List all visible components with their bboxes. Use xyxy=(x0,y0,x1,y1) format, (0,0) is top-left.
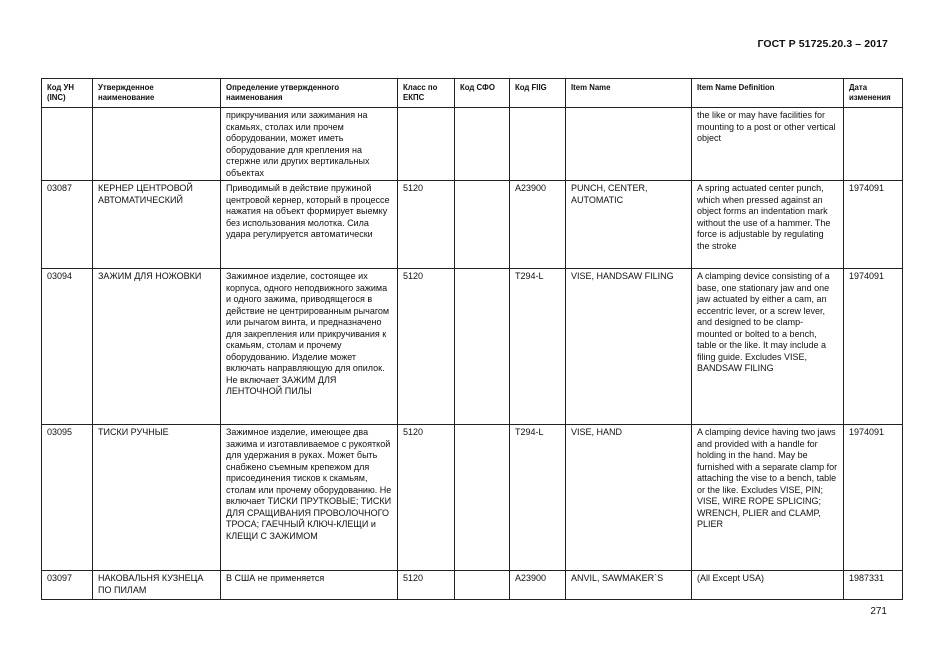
cell-fiig: T294-L xyxy=(510,269,566,425)
cell-sfo xyxy=(455,108,510,181)
cell-fiig: A23900 xyxy=(510,181,566,269)
col-header-date: Дата изменения xyxy=(844,79,903,108)
cell-definition: В США не применяется xyxy=(221,571,398,600)
cell-date: 1974091 xyxy=(844,269,903,425)
table-header-row xyxy=(42,79,903,108)
cell-name: КЕРНЕР ЦЕНТРОВОЙ АВТОМАТИЧЕСКИЙ xyxy=(93,181,221,269)
cell-sfo xyxy=(455,181,510,269)
cell-class: 5120 xyxy=(398,181,455,269)
cell-item-name: VISE, HAND xyxy=(566,425,692,571)
cell-inc: 03087 xyxy=(42,181,93,269)
cell-date: 1987331 xyxy=(844,571,903,600)
table-row xyxy=(42,108,903,181)
col-header-item-definition: Item Name Definition xyxy=(692,79,844,108)
cell-fiig: A23900 xyxy=(510,571,566,600)
table-row xyxy=(42,571,903,600)
col-header-definition: Определение утвержденного наименования xyxy=(221,79,398,108)
cell-definition: Зажимное изделие, состоящее их корпуса, одного неподвижного зажима и одного зажима, приводящегося в действие не центрированным рычагом или рычагом винта, и предназначено для закрепления или прикручивания к скамьям, столам и прочему оборудованию. Изделие может включать направляющую для опилок. Не включает ЗАЖИМ ДЛЯ ЛЕНТОЧНОЙ ПИЛЫ xyxy=(221,269,398,425)
cell-class xyxy=(398,108,455,181)
cell-item-name: PUNCH, CENTER, AUTOMATIC xyxy=(566,181,692,269)
cell-name: ТИСКИ РУЧНЫЕ xyxy=(93,425,221,571)
cell-definition: Приводимый в действие пружиной центровой кернер, который в процессе нажатия на объект формирует выемку без использования молотка. Сила удара регулируется автоматически xyxy=(221,181,398,269)
cell-item-definition: A clamping device having two jaws and provided with a handle for holding in the hand. May be furnished with a separate clamp for attaching the vise to a bench, table or the like. Excludes VISE, PIN; VISE, WIRE ROPE SPLICING; WRENCH, PLIER and CLAMP, PLIER xyxy=(692,425,844,571)
cell-inc xyxy=(42,108,93,181)
col-header-class: Класс по ЕКПС xyxy=(398,79,455,108)
cell-definition: прикручивания или зажимания на скамьях, столах или прочем оборудовании, может иметь оборудование для крепления на стержне или других вертикальных объектах xyxy=(221,108,398,181)
cell-class: 5120 xyxy=(398,269,455,425)
cell-name xyxy=(93,108,221,181)
cell-date: 1974091 xyxy=(844,425,903,571)
cell-inc: 03094 xyxy=(42,269,93,425)
cell-item-definition: A spring actuated center punch, which when pressed against an object forms an indentation mark without the use of a hammer. The force is adjustable by regulating the stroke xyxy=(692,181,844,269)
cell-item-name: VISE, HANDSAW FILING xyxy=(566,269,692,425)
cell-date xyxy=(844,108,903,181)
cell-class: 5120 xyxy=(398,571,455,600)
cell-sfo xyxy=(455,571,510,600)
items-table xyxy=(41,78,903,600)
col-header-fiig: Код FIIG xyxy=(510,79,566,108)
page-number: 271 xyxy=(870,606,887,617)
cell-sfo xyxy=(455,269,510,425)
col-header-name: Утвержденное наименование xyxy=(93,79,221,108)
cell-inc: 03095 xyxy=(42,425,93,571)
cell-item-definition: (All Except USA) xyxy=(692,571,844,600)
cell-date: 1974091 xyxy=(844,181,903,269)
col-header-inc: Код УН (INC) xyxy=(42,79,93,108)
table-row xyxy=(42,425,903,571)
cell-item-definition: the like or may have facilities for mounting to a post or other vertical object xyxy=(692,108,844,181)
table-row xyxy=(42,269,903,425)
cell-name: НАКОВАЛЬНЯ КУЗНЕЦА ПО ПИЛАМ xyxy=(93,571,221,600)
document-header: ГОСТ Р 51725.20.3 – 2017 xyxy=(757,38,888,50)
cell-item-name xyxy=(566,108,692,181)
cell-item-definition: A clamping device consisting of a base, one stationary jaw and one jaw actuated by either a cam, an eccentric lever, or a screw lever, and designed to be clamp-mounted or bolted to a bench, table or the like. It may include a filing guide. Excludes VISE, BANDSAW FILING xyxy=(692,269,844,425)
cell-definition: Зажимное изделие, имеющее два зажима и изготавливаемое с рукояткой для удержания в руках. Может быть снабжено съемным крепежом для присоединения тисков к скамьям, столам или прочему оборудованию. Не включает ТИСКИ ПРУТКОВЫЕ; ТИСКИ ДЛЯ СРАЩИВАНИЯ ПРОВОЛОЧНОГО ТРОСА; ГАЕЧНЫЙ КЛЮЧ-КЛЕЩИ и КЛЕЩИ С ЗАЖИМОМ xyxy=(221,425,398,571)
cell-fiig xyxy=(510,108,566,181)
cell-name: ЗАЖИМ ДЛЯ НОЖОВКИ xyxy=(93,269,221,425)
col-header-item-name: Item Name xyxy=(566,79,692,108)
cell-item-name: ANVIL, SAWMAKER`S xyxy=(566,571,692,600)
col-header-sfo: Код СФО xyxy=(455,79,510,108)
cell-class: 5120 xyxy=(398,425,455,571)
cell-sfo xyxy=(455,425,510,571)
cell-inc: 03097 xyxy=(42,571,93,600)
cell-fiig: T294-L xyxy=(510,425,566,571)
table-row xyxy=(42,181,903,269)
